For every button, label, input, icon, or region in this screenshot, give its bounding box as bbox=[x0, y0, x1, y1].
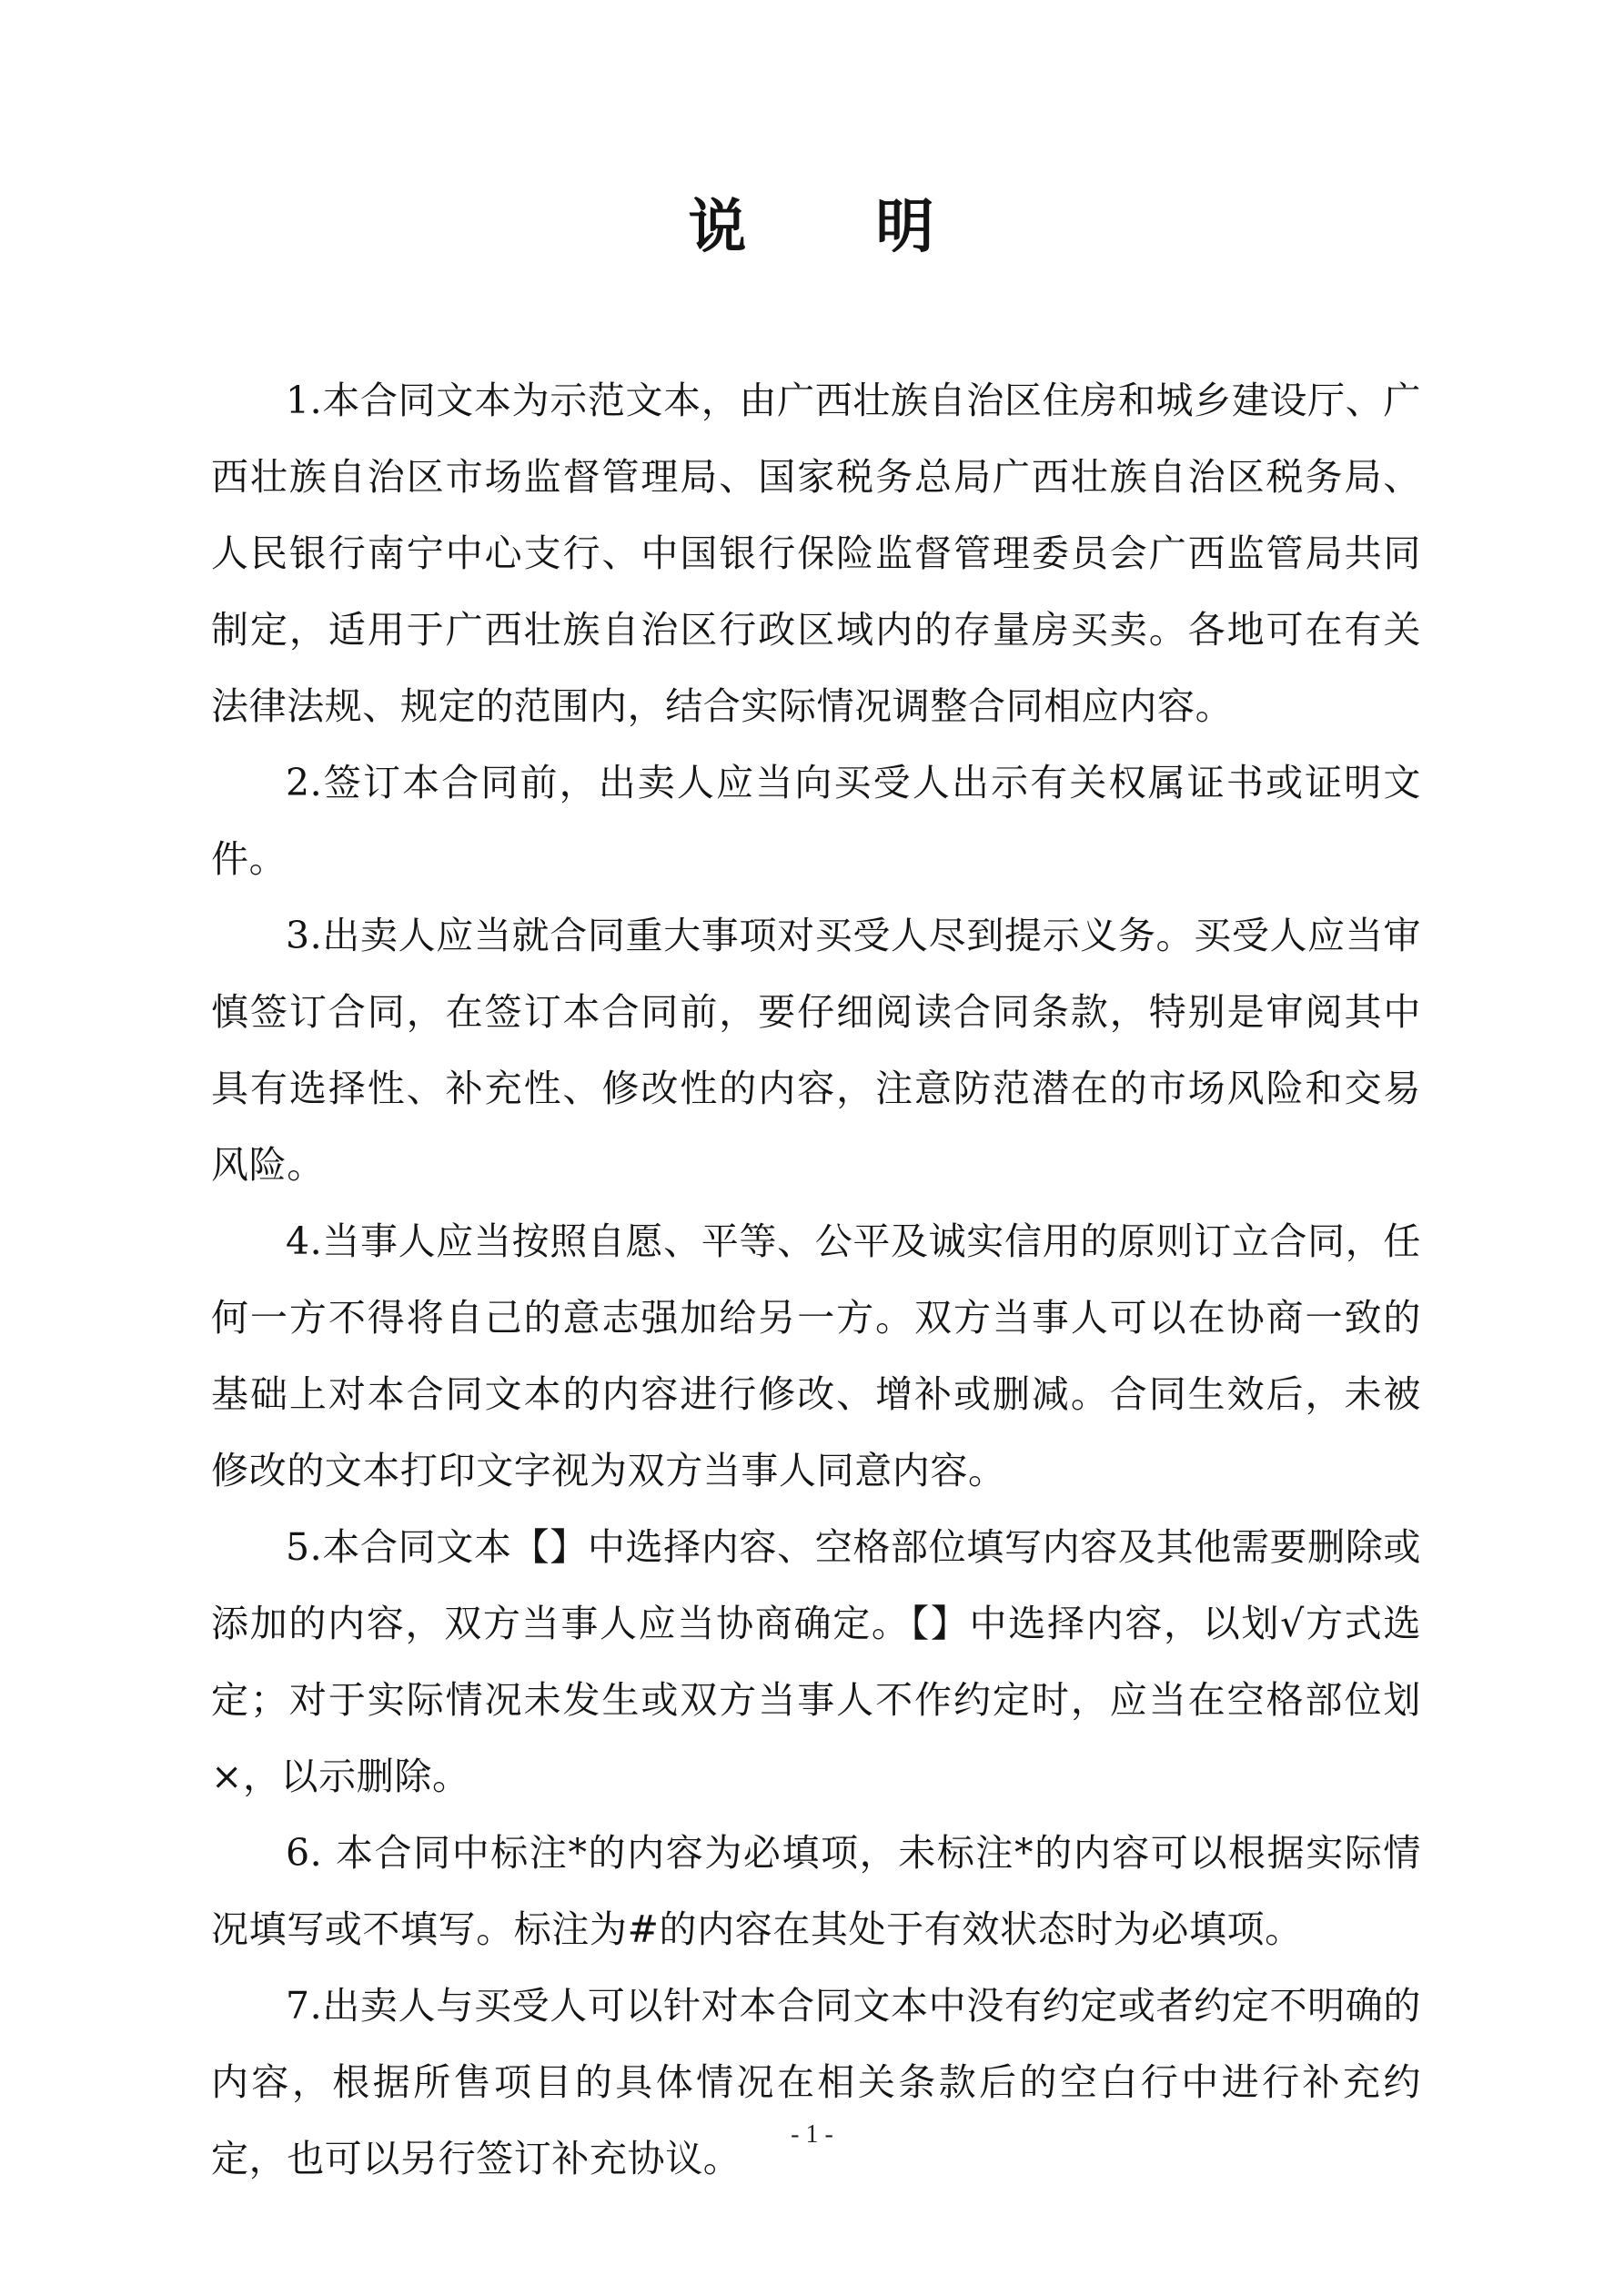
paragraph-2: 2.签订本合同前，出卖人应当向买受人出示有关权属证书或证明文件。 bbox=[211, 761, 1421, 881]
paragraph-4: 4.当事人应当按照自愿、平等、公平及诚实信用的原则订立合同，任何一方不得将自己的意志强加给另一方。双方当事人可以在协商一致的基础上对本合同文本的内容进行修改、增补或删减。合同生效后，未被修改的文本打印文字视为双方当事人同意内容。 bbox=[211, 1219, 1421, 1492]
page-title bbox=[0, 193, 1624, 261]
page-number: - 1 - bbox=[791, 2120, 833, 2149]
paragraph-6: 6. 本合同中标注*的内容为必填项，未标注*的内容可以根据实际情况填写或不填写。标注为#的内容在其处于有效状态时为必填项。 bbox=[211, 1831, 1421, 1951]
title-char-2: 明 bbox=[875, 193, 936, 261]
title-char-1: 说 bbox=[688, 193, 749, 261]
paragraph-3: 3.出卖人应当就合同重大事项对买受人尽到提示义务。买受人应当审慎签订合同，在签订本合同前，要仔细阅读合同条款，特别是审阅其中具有选择性、补充性、修改性的内容，注意防范潜在的市场风险和交易风险。 bbox=[211, 914, 1421, 1187]
paragraph-1: 1.本合同文本为示范文本，由广西壮族自治区住房和城乡建设厅、广西壮族自治区市场监督管理局、国家税务总局广西壮族自治区税务局、人民银行南宁中心支行、中国银行保险监督管理委员会广西监管局共同制定，适用于广西壮族自治区行政区域内的存量房买卖。各地可在有关法律法规、规定的范围内，结合实际情况调整合同相应内容。 bbox=[211, 379, 1421, 728]
paragraph-5: 5.本合同文本【】中选择内容、空格部位填写内容及其他需要删除或添加的内容，双方当事人应当协商确定。【】中选择内容，以划√方式选定；对于实际情况未发生或双方当事人不作约定时，应当在空格部位划×，以示删除。 bbox=[211, 1525, 1421, 1798]
document-body bbox=[211, 362, 1421, 2197]
paragraph-7: 7.出卖人与买受人可以针对本合同文本中没有约定或者约定不明确的内容，根据所售项目的具体情况在相关条款后的空白行中进行补充约定，也可以另行签订补充协议。 bbox=[211, 1984, 1421, 2180]
